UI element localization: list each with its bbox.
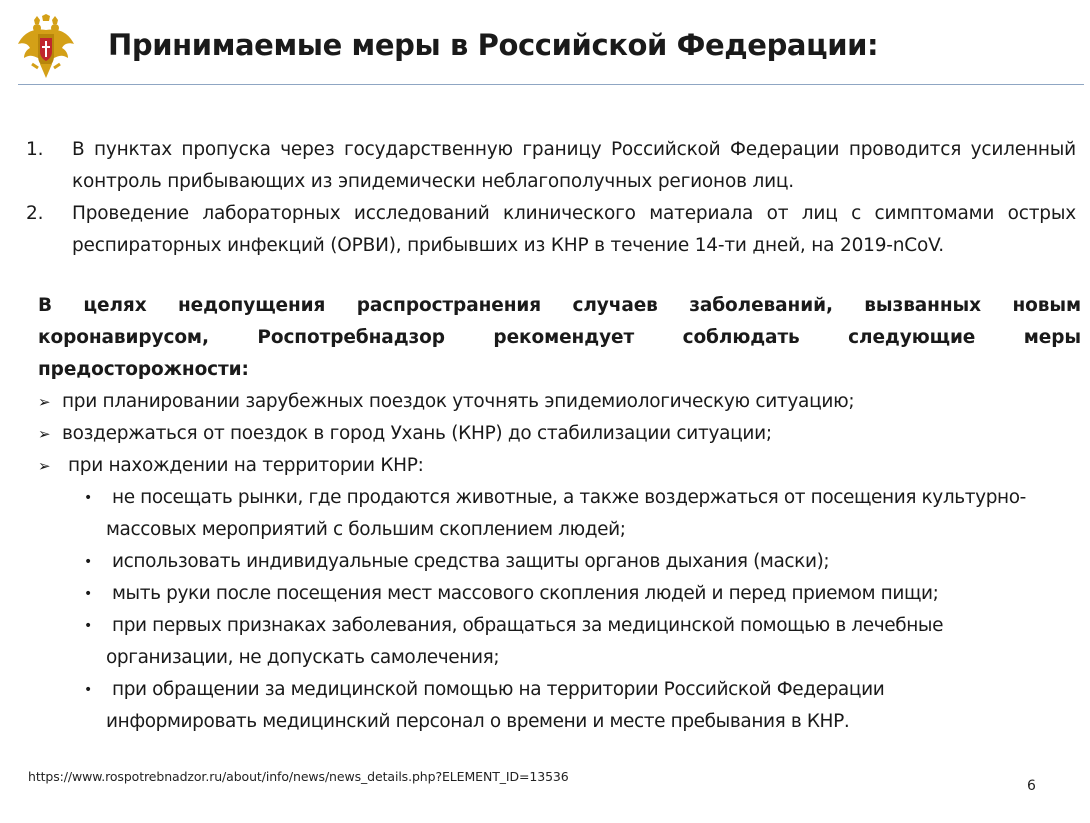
recommendations-arrow-list — [38, 386, 1088, 482]
arrow-bullet-icon: ➢ — [38, 393, 51, 411]
bullet-item-continuation: информировать медицинский персонал о времени и месте пребывания в КНР. — [106, 711, 850, 732]
page-number: 6 — [1027, 778, 1036, 794]
item-text: Проведение лабораторных исследований клинического материала от лиц с симптомами острых респираторных инфекций (ОРВИ), прибывших из КНР в течение 14-ти дней, на 2019-nCoV. — [72, 203, 1076, 256]
bullet-item-text: мыть руки после посещения мест массового скопления людей и перед приемом пищи; — [112, 583, 939, 604]
bullet-item-continuation: организации, не допускать самолечения; — [106, 647, 500, 668]
bullet-item — [78, 610, 1082, 674]
bullet-dot-icon: • — [84, 618, 92, 634]
bullet-dot-icon: • — [84, 554, 92, 570]
item-text: В пунктах пропуска через государственную границу Российской Федерации проводится усиленный контроль прибывающих из эпидемически неблагополучных регионов лиц. — [72, 139, 1076, 192]
bullet-item — [78, 578, 1082, 610]
source-link[interactable]: https://www.rospotrebnadzor.ru/about/info/news/news_details.php?ELEMENT_ID=13536 — [28, 769, 569, 784]
china-stay-bullet-list — [78, 482, 1082, 738]
bullet-item-continuation: массовых мероприятий с большим скоплением людей; — [106, 519, 626, 540]
arrow-item-text: при планировании зарубежных поездок уточнять эпидемиологическую ситуацию; — [62, 391, 855, 412]
bullet-item — [78, 674, 1082, 738]
numbered-item — [26, 198, 1076, 262]
arrow-bullet-icon: ➢ — [38, 425, 51, 443]
bullet-item-text: при обращении за медицинской помощью на территории Российской Федерации — [112, 679, 885, 700]
arrow-item — [38, 386, 1088, 418]
title-divider — [18, 84, 1084, 85]
arrow-bullet-icon: ➢ — [38, 457, 51, 475]
arrow-item-text: при нахождении на территории КНР: — [68, 455, 424, 476]
bullet-item — [78, 546, 1082, 578]
recommendations-lead: В целях недопущения распространения случаев заболеваний, вызванных новым коронавирусом, Роспотребнадзор рекомендует соблюдать следующие меры предосторожности: — [38, 295, 1081, 380]
bullet-dot-icon: • — [84, 586, 92, 602]
bullet-item-text: при первых признаках заболевания, обращаться за медицинской помощью в лечебные — [112, 615, 944, 636]
slide-title: Принимаемые меры в Российской Федерации: — [108, 28, 879, 62]
bullet-dot-icon: • — [84, 490, 92, 506]
arrow-item — [38, 418, 1088, 450]
rospotrebnadzor-emblem-icon — [16, 14, 76, 80]
bullet-item-text: не посещать рынки, где продаются животные, а также воздержаться от посещения культурно- — [112, 487, 1026, 508]
bullet-dot-icon: • — [84, 682, 92, 698]
arrow-item — [38, 450, 1088, 482]
item-number: 2. — [26, 203, 44, 224]
arrow-item-text: воздержаться от поездок в город Ухань (КНР) до стабилизации ситуации; — [62, 423, 772, 444]
measures-numbered-list — [26, 134, 1076, 262]
numbered-item — [26, 134, 1076, 198]
item-number: 1. — [26, 139, 44, 160]
bullet-item — [78, 482, 1082, 546]
bullet-item-text: использовать индивидуальные средства защиты органов дыхания (маски); — [112, 551, 830, 572]
